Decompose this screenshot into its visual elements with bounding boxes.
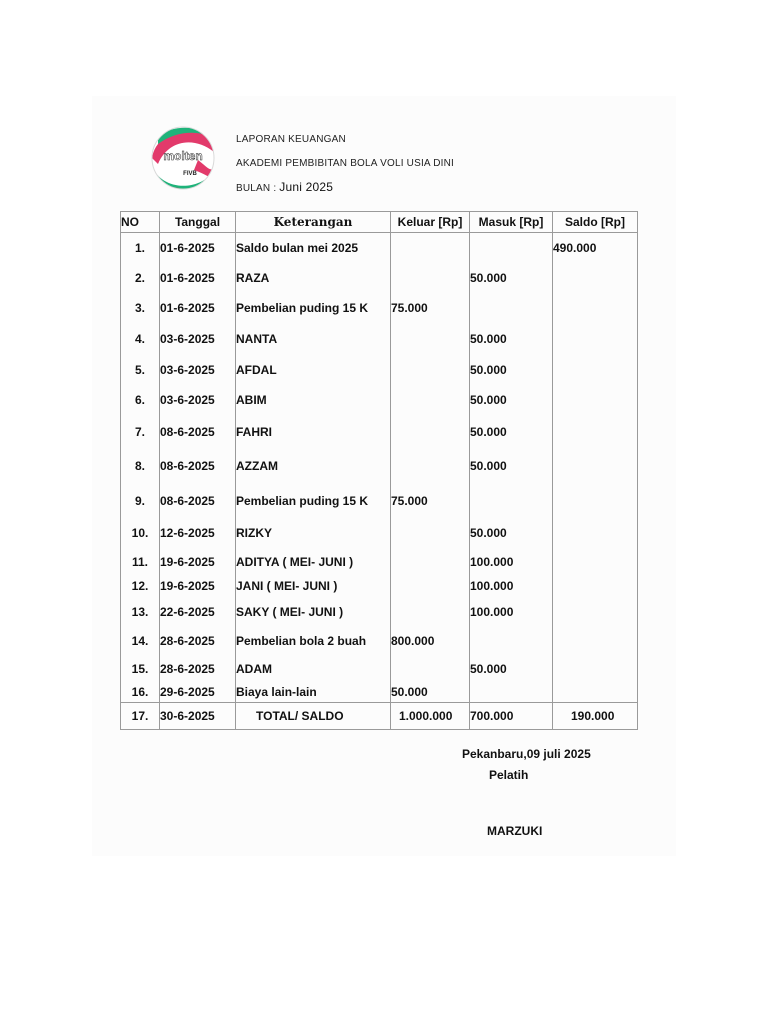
cell-tanggal: 03-6-2025 (160, 355, 236, 385)
table-row (121, 415, 638, 449)
cell-keluar (391, 324, 470, 355)
cell-no: 2. (121, 263, 160, 293)
cell-masuk: 50.000 (470, 518, 553, 549)
cell-keterangan: Pembelian bola 2 buah (236, 627, 391, 656)
cell-keterangan: ABIM (236, 385, 391, 415)
cell-saldo (553, 324, 638, 355)
cell-saldo: 490.000 (553, 233, 638, 263)
col-header-keterangan: Keterangan (236, 212, 391, 233)
cell-tanggal: 19-6-2025 (160, 549, 236, 575)
cell-saldo (553, 484, 638, 518)
cell-keterangan: JANI ( MEI- JUNI ) (236, 575, 391, 598)
col-header-saldo: Saldo [Rp] (553, 212, 638, 233)
cell-tanggal: 22-6-2025 (160, 598, 236, 627)
cell-keluar (391, 355, 470, 385)
cell-keluar (391, 449, 470, 484)
cell-saldo (553, 263, 638, 293)
cell-tanggal: 08-6-2025 (160, 449, 236, 484)
cell-no: 16. (121, 682, 160, 703)
cell-masuk (470, 682, 553, 703)
cell-masuk (470, 627, 553, 656)
table-row (121, 575, 638, 598)
cell-saldo (553, 518, 638, 549)
cell-no: 12. (121, 575, 160, 598)
table-row (121, 549, 638, 575)
cell-tanggal: 01-6-2025 (160, 263, 236, 293)
cell-masuk: 50.000 (470, 355, 553, 385)
cell-keterangan: AZZAM (236, 449, 391, 484)
cell-no: 9. (121, 484, 160, 518)
academy-name: AKADEMI PEMBIBITAN BOLA VOLI USIA DINI (236, 158, 455, 169)
cell-keluar (391, 575, 470, 598)
table-header-row (121, 212, 638, 233)
signature-name: MARZUKI (487, 824, 543, 838)
cell-no: 15. (121, 656, 160, 682)
cell-masuk (470, 293, 553, 324)
cell-saldo (553, 682, 638, 703)
total-keterangan: TOTAL/ SALDO (236, 703, 391, 730)
cell-masuk: 50.000 (470, 415, 553, 449)
cell-tanggal: 03-6-2025 (160, 324, 236, 355)
cell-no: 3. (121, 293, 160, 324)
cell-masuk: 50.000 (470, 449, 553, 484)
table-row (121, 385, 638, 415)
cell-keterangan: Biaya lain-lain (236, 682, 391, 703)
cell-masuk (470, 233, 553, 263)
cell-no: 5. (121, 355, 160, 385)
cell-saldo (553, 355, 638, 385)
cell-keluar: 800.000 (391, 627, 470, 656)
cell-saldo (553, 415, 638, 449)
cell-no: 10. (121, 518, 160, 549)
cell-saldo (553, 293, 638, 324)
cell-keterangan: RAZA (236, 263, 391, 293)
cell-masuk: 50.000 (470, 263, 553, 293)
table-row (121, 324, 638, 355)
cell-keluar (391, 598, 470, 627)
molten-volleyball-logo (150, 122, 216, 194)
month-value: Juni 2025 (279, 180, 334, 194)
month-label: BULAN : (236, 183, 277, 194)
total-no: 17. (121, 703, 160, 730)
cell-keluar: 50.000 (391, 682, 470, 703)
cell-tanggal: 28-6-2025 (160, 627, 236, 656)
table-row (121, 484, 638, 518)
cell-masuk: 50.000 (470, 385, 553, 415)
cell-no: 1. (121, 233, 160, 263)
signature-role: Pelatih (489, 768, 529, 782)
cell-keluar (391, 233, 470, 263)
total-row (121, 703, 638, 730)
cell-saldo (553, 656, 638, 682)
cell-masuk: 50.000 (470, 656, 553, 682)
cell-saldo (553, 549, 638, 575)
cell-tanggal: 19-6-2025 (160, 575, 236, 598)
total-masuk: 700.000 (470, 703, 553, 730)
table-row (121, 263, 638, 293)
cell-keterangan: FAHRI (236, 415, 391, 449)
cell-keterangan: Pembelian puding 15 K (236, 293, 391, 324)
svg-text:molten: molten (163, 149, 203, 163)
finance-ledger-table (120, 211, 638, 730)
table-row (121, 598, 638, 627)
table-row (121, 656, 638, 682)
cell-masuk: 100.000 (470, 575, 553, 598)
cell-no: 4. (121, 324, 160, 355)
col-header-keluar: Keluar [Rp] (391, 212, 470, 233)
cell-masuk (470, 484, 553, 518)
total-saldo: 190.000 (553, 703, 638, 730)
cell-keterangan: NANTA (236, 324, 391, 355)
report-title: LAPORAN KEUANGAN (236, 134, 346, 145)
cell-keluar (391, 656, 470, 682)
cell-saldo (553, 449, 638, 484)
table-body (121, 233, 638, 703)
cell-keluar (391, 385, 470, 415)
cell-no: 11. (121, 549, 160, 575)
cell-no: 14. (121, 627, 160, 656)
cell-keterangan: SAKY ( MEI- JUNI ) (236, 598, 391, 627)
table-row (121, 293, 638, 324)
col-header-masuk: Masuk [Rp] (470, 212, 553, 233)
cell-keluar: 75.000 (391, 293, 470, 324)
cell-tanggal: 12-6-2025 (160, 518, 236, 549)
total-keluar: 1.000.000 (391, 703, 470, 730)
cell-keterangan: RIZKY (236, 518, 391, 549)
table-row (121, 627, 638, 656)
cell-saldo (553, 575, 638, 598)
cell-keterangan: ADITYA ( MEI- JUNI ) (236, 549, 391, 575)
table-row (121, 682, 638, 703)
cell-keluar (391, 415, 470, 449)
cell-no: 8. (121, 449, 160, 484)
col-header-no: NO (121, 212, 160, 233)
table-row (121, 518, 638, 549)
cell-tanggal: 03-6-2025 (160, 385, 236, 415)
cell-tanggal: 28-6-2025 (160, 656, 236, 682)
total-tanggal: 30-6-2025 (160, 703, 236, 730)
cell-masuk: 100.000 (470, 598, 553, 627)
cell-keterangan: ADAM (236, 656, 391, 682)
cell-keluar (391, 518, 470, 549)
cell-masuk: 50.000 (470, 324, 553, 355)
cell-keluar: 75.000 (391, 484, 470, 518)
table-row (121, 449, 638, 484)
cell-tanggal: 01-6-2025 (160, 233, 236, 263)
svg-text:FIVB: FIVB (183, 171, 197, 177)
table-row (121, 355, 638, 385)
cell-no: 7. (121, 415, 160, 449)
cell-keluar (391, 549, 470, 575)
cell-tanggal: 08-6-2025 (160, 415, 236, 449)
cell-saldo (553, 598, 638, 627)
cell-keterangan: Pembelian puding 15 K (236, 484, 391, 518)
cell-no: 13. (121, 598, 160, 627)
cell-keterangan: Saldo bulan mei 2025 (236, 233, 391, 263)
cell-tanggal: 01-6-2025 (160, 293, 236, 324)
cell-saldo (553, 385, 638, 415)
cell-keterangan: AFDAL (236, 355, 391, 385)
col-header-tanggal: Tanggal (160, 212, 236, 233)
cell-tanggal: 08-6-2025 (160, 484, 236, 518)
signature-place-date: Pekanbaru,09 juli 2025 (462, 747, 591, 761)
cell-tanggal: 29-6-2025 (160, 682, 236, 703)
cell-keluar (391, 263, 470, 293)
cell-masuk: 100.000 (470, 549, 553, 575)
table-row (121, 233, 638, 263)
cell-no: 6. (121, 385, 160, 415)
report-month (236, 180, 333, 194)
cell-saldo (553, 627, 638, 656)
